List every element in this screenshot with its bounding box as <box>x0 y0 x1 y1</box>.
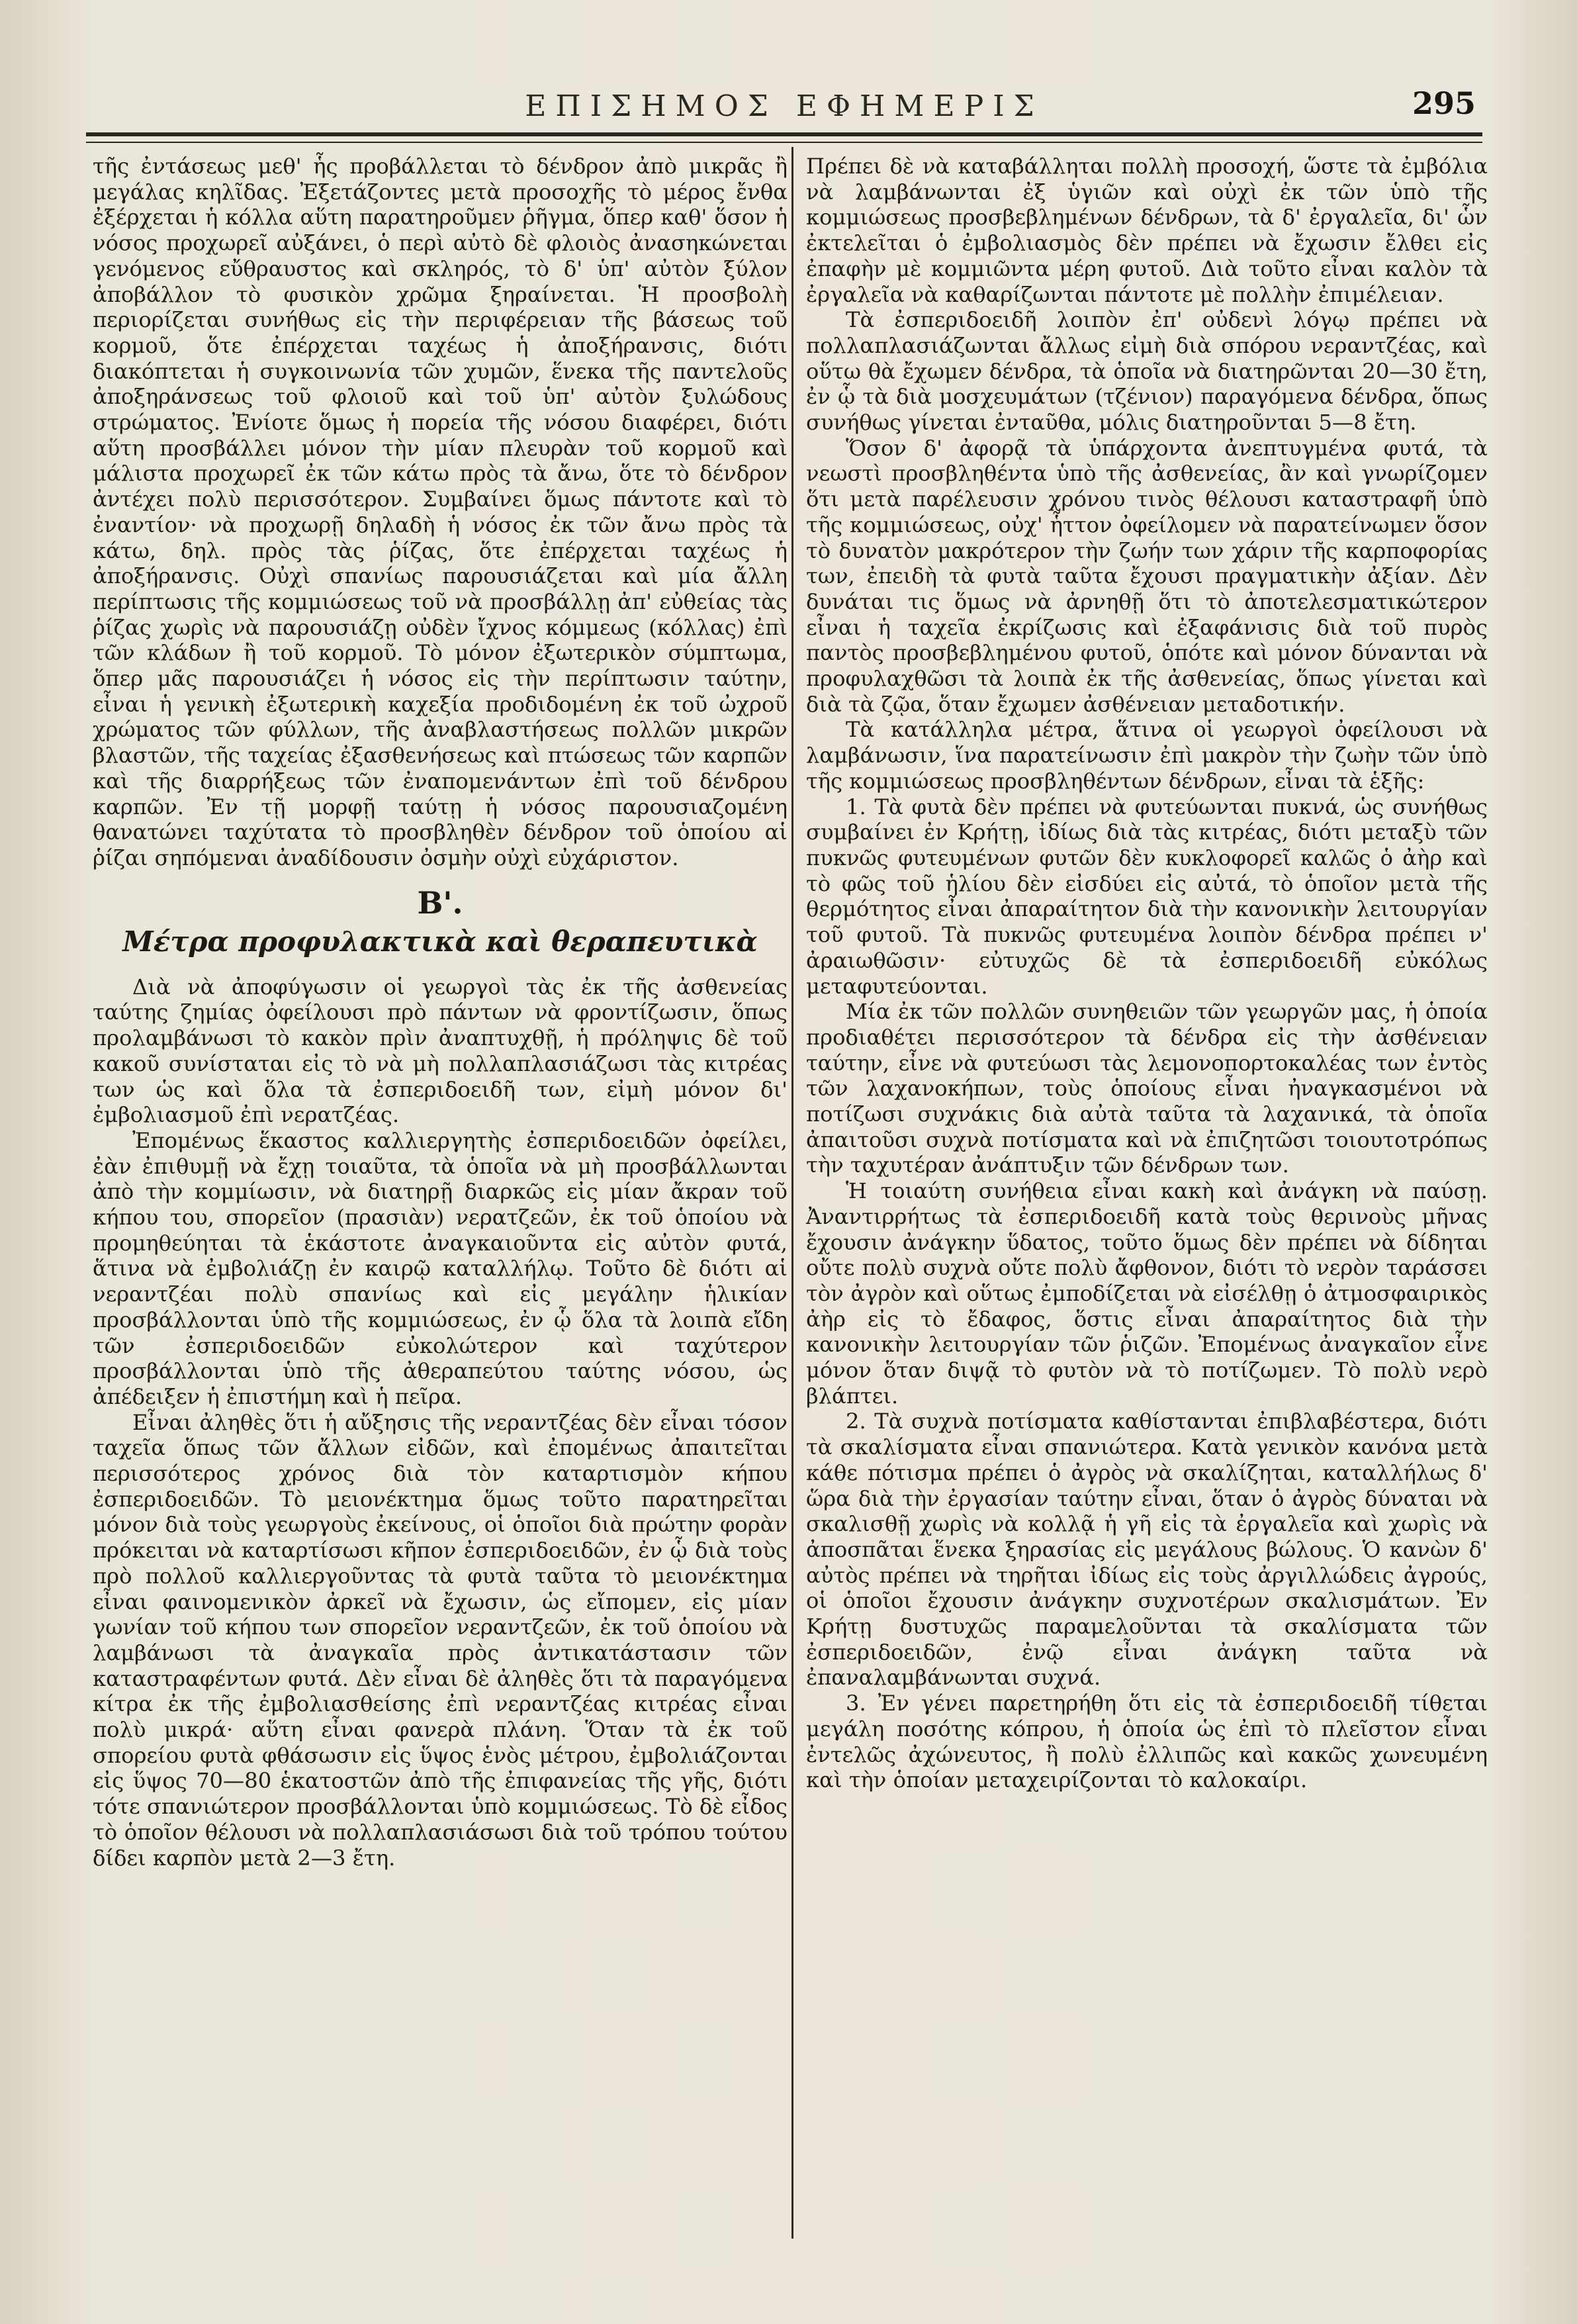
paragraph: Εἶναι ἀληθὲς ὅτι ἡ αὔξησις τῆς νεραντζέας δὲν εἶναι τόσον ταχεῖα ὅπως τῶν ἄλλων εἰδῶν, καὶ ἐπομένως ἀπαιτεῖται περισσότερος χρόνος διὰ τὸν καταρτισμὸν κήπου ἐσπεριδοειδῶν. Τὸ μειονέκτημα ὅμως τοῦτο παρατηρεῖται μόνον διὰ τοὺς γεωργοὺς ἐκείνους, οἱ ὁποῖοι διὰ πρώτην φορὰν πρόκειται νὰ καταρτίσωσι κῆπον ἐσπεριδοειδῶν, ἐν ᾧ διὰ τοὺς πρὸ πολλοῦ καλλιεργοῦντας τὰ φυτὰ ταῦτα τὸ μειονέκτημα εἶναι φαινομενικὸν ἀρκεῖ νὰ ἔχωσιν, ὡς εἴπομεν, εἰς μίαν γωνίαν τοῦ κήπου των σπορεῖον νεραντζεῶν, ἐκ τοῦ ὁποίου νὰ λαμβάνωσι τὰ ἀναγκαῖα πρὸς ἀντικατάστασιν τῶν καταστραφέντων φυτά. Δὲν εἶναι δὲ ἀληθὲς ὅτι τὰ παραγόμενα κίτρα ἐκ τῆς ἐμβολιασθείσης ἐπὶ νεραντζέας κιτρέας εἶναι πολὺ μικρά· αὕτη εἶναι φανερὰ πλάνη. Ὅταν τὰ ἐκ τοῦ σπορείου φυτὰ φθάσωσιν εἰς ὕψος ἑνὸς μέτρου, ἐμβολιάζονται εἰς ὕψος 70—80 ἑκατοστῶν ἀπὸ τῆς ἐπιφανείας τῆς γῆς, διότι τότε σπανιώτερον προσβάλλονται ὑπὸ κομμιώσεως. Τὸ δὲ εἶδος τὸ ὁποῖον θέλουσι νὰ πολλαπλασιάσωσι διὰ τοῦ τρόπου τούτου δίδει καρπὸν μετὰ 2—3 ἔτη. <box>93 1409 788 1871</box>
numbered-paragraph: 1. Τὰ φυτὰ δὲν πρέπει νὰ φυτεύωνται πυκνά, ὡς συνήθως συμβαίνει ἐν Κρήτῃ, ἰδίως διὰ τὰς κιτρέας, διότι μεταξὺ τῶν πυκνῶς φυτευμένων φυτῶν δὲν κυκλοφορεῖ καλῶς ὁ ἀὴρ καὶ τὸ φῶς τοῦ ἡλίου δὲν εἰσδύει εἰς αὐτά, τὸ ὁποῖον μετὰ τῆς θερμότητος εἶναι ἀπαραίτητον διὰ τὴν κανονικὴν λειτουργίαν τοῦ φυτοῦ. Τὰ πυκνῶς φυτευμένα λοιπὸν δένδρα πρέπει ν' ἀραιωθῶσιν· εὐτυχῶς δὲ τὰ ἐσπεριδοειδῆ εὐκόλως μεταφυτεύονται. <box>806 794 1488 999</box>
newspaper-title: ΕΠΙΣΗΜΟΣ ΕΦΗΜΕΡΙΣ <box>525 89 1044 123</box>
right-column <box>806 154 1488 1793</box>
header-rule-thin <box>86 142 1482 143</box>
section-title: Μέτρα προφυλακτικὰ καὶ θεραπευτικὰ <box>122 925 758 958</box>
paragraph: Διὰ νὰ ἀποφύγωσιν οἱ γεωργοὶ τὰς ἐκ τῆς ἀσθενείας ταύτης ζημίας ὀφείλουσι πρὸ πάντων νὰ φροντίζωσιν, ὅπως προλαμβάνωσι τὸ κακὸν πρὶν ἀναπτυχθῇ, ἡ πρόληψις δὲ τοῦ κακοῦ συνίσταται εἰς τὸ νὰ μὴ πολλαπλασιάζωσι τὰς κιτρέας των ὡς καὶ ὅλα τὰ ἐσπεριδοειδῆ των, εἰμὴ μόνον δι' ἐμβολιασμοῦ ἐπὶ νερατζέας. <box>93 974 788 1128</box>
paragraph: Πρέπει δὲ νὰ καταβάλληται πολλὴ προσοχή, ὥστε τὰ ἐμβόλια νὰ λαμβάνωνται ἐξ ὑγιῶν καὶ οὐχὶ ἐκ τῶν ὑπὸ τῆς κομμιώσεως προσβεβλημένων δένδρων, τὰ δ' ἐργαλεῖα, δι' ὧν ἐκτελεῖται ὁ ἐμβολιασμὸς δὲν πρέπει νὰ ἔχωσιν ἔλθει εἰς ἐπαφὴν μὲ κομμιῶντα μέρη φυτοῦ. Διὰ τοῦτο εἶναι καλὸν τὰ ἐργαλεῖα νὰ καθαρίζωνται πάντοτε μὲ πολλὴν ἐπιμέλειαν. <box>806 154 1488 307</box>
column-divider <box>791 147 793 2239</box>
header-rule-thick <box>86 132 1482 136</box>
left-column <box>93 154 788 1871</box>
paragraph: Τὰ ἐσπεριδοειδῆ λοιπὸν ἐπ' οὐδενὶ λόγῳ πρέπει νὰ πολλαπλασιάζωνται ἄλλως εἰμὴ διὰ σπόρου νεραντζέας, καὶ οὕτω θὰ ἔχωμεν δένδρα, τὰ ὁποῖα νὰ διατηρῶνται 20—30 ἔτη, ἐν ᾧ τὰ διὰ μοσχευμάτων (τζένιον) παραγόμενα δένδρα, ὅπως συνήθως γίνεται ἐνταῦθα, μόλις διατηροῦνται 5—8 ἔτη. <box>806 307 1488 436</box>
section-letter: Β'. <box>417 884 463 921</box>
paragraph: Ἐπομένως ἕκαστος καλλιεργητὴς ἐσπεριδοειδῶν ὀφείλει, ἐὰν ἐπιθυμῇ νὰ ἔχῃ τοιαῦτα, τὰ ὁποῖα νὰ μὴ προσβάλλωνται ἀπὸ τὴν κομμίωσιν, νὰ διατηρῇ διαρκῶς εἰς μίαν ἄκραν τοῦ κήπου του, σπορεῖον (πρασιὰν) νερατζεῶν, ἐκ τοῦ ὁποίου νὰ προμηθεύηται τὰ ἑκάστοτε ἀναγκαιοῦντα εἰς αὐτὸν φυτά, ἅτινα νὰ ἐμβολιάζῃ ἐν καιρῷ καταλλήλῳ. Τοῦτο δὲ διότι αἱ νεραντζέαι πολὺ σπανίως καὶ εἰς μεγάλην ἡλικίαν προσβάλλονται ὑπὸ τῆς κομμιώσεως, ἐν ᾧ ὅλα τὰ λοιπὰ εἴδη τῶν ἐσπεριδοειδῶν εὐκολώτερον καὶ ταχύτερον προσβάλλονται ὑπὸ τῆς ἀθεραπεύτου ταύτης νόσου, ὡς ἀπέδειξεν ἡ ἐπιστήμη καὶ ἡ πεῖρα. <box>93 1127 788 1409</box>
page-number: 295 <box>1412 85 1476 121</box>
paragraph: Ὅσον δ' ἀφορᾷ τὰ ὑπάρχοντα ἀνεπτυγμένα φυτά, τὰ νεωστὶ προσβληθέντα ὑπὸ τῆς ἀσθενείας, ἂν καὶ γνωρίζομεν ὅτι μετὰ παρέλευσιν χρόνου τινὸς θέλουσι καταστραφῆ ὑπὸ τῆς κομμιώσεως, οὐχ' ἧττον ὀφείλομεν νὰ παρατείνωμεν ὅσον τὸ δυνατὸν μακρότερον τὴν ζωήν των χάριν τῆς καρποφορίας των, ἐπειδὴ τὰ φυτὰ ταῦτα ἔχουσι πραγματικὴν ἀξίαν. Δὲν δυνάται τις ὅμως νὰ ἀρνηθῇ ὅτι τὸ ἀποτελεσματικώτερον εἶναι ἡ ταχεῖα ἐκρίζωσις καὶ ἐξαφάνισις διὰ τοῦ πυρὸς παντὸς προσβεβλημένου φυτοῦ, ὁπότε καὶ μόνον δύνανται νὰ προφυλαχθῶσι τὰ λοιπὰ ἐκ τῆς ἀσθενείας, ὅπως γίνεται καὶ διὰ τὰ ζῷα, ὅταν ἔχωμεν ἀσθένειαν μεταδοτικήν. <box>806 435 1488 717</box>
paragraph: Ἡ τοιαύτη συνήθεια εἶναι κακὴ καὶ ἀνάγκη νὰ παύσῃ. Ἀναντιρρήτως τὰ ἐσπεριδοειδῆ κατὰ τοὺς θερινοὺς μῆνας ἔχουσιν ἀνάγκην ὕδατος, τοῦτο ὅμως δὲν πρέπει νὰ δίδηται οὔτε πολὺ συχνὰ οὔτε πολὺ ἄφθονον, διότι τὸ νερὸν ταράσσει τὸν ἀγρὸν καὶ οὕτως ἐμποδίζεται νὰ εἰσέλθῃ ὁ ἀτμοσφαιρικὸς ἀὴρ εἰς τὸ ἔδαφος, ὅστις εἶναι ἀπαραίτητος διὰ τὴν κανονικὴν λειτουργίαν τῶν ῥιζῶν. Ἐπομένως ἀναγκαῖον εἶνε μόνον ὅταν διψᾷ τὸ φυτὸν νὰ τὸ ποτίζωμεν. Τὸ πολὺ νερὸ βλάπτει. <box>806 1178 1488 1409</box>
paragraph: Τὰ κατάλληλα μέτρα, ἅτινα οἱ γεωργοὶ ὀφείλουσι νὰ λαμβάνωσιν, ἵνα παρατείνωσιν ἐπὶ μακρὸν τὴν ζωὴν τῶν ὑπὸ τῆς κομμιώσεως προσβληθέντων δένδρων, εἶναι τὰ ἑξῆς: <box>806 717 1488 794</box>
page-header <box>86 85 1482 129</box>
paragraph: Μία ἐκ τῶν πολλῶν συνηθειῶν τῶν γεωργῶν μας, ἡ ὁποία προδιαθέτει περισσότερον τὰ δένδρα εἰς τὴν ἀσθένειαν ταύτην, εἶνε νὰ φυτεύωσι τὰς λεμονοπορτοκαλέας των ἐντὸς τῶν λαχανοκήπων, τοὺς ὁποίους εἶναι ἠναγκασμένοι νὰ ποτίζωσι συχνάκις διὰ αὐτὰ ταῦτα τὰ λαχανικά, τὰ ὁποῖα ἀπαιτοῦσι συχνὰ ποτίσματα καὶ νὰ ἐπιζητῶσι τοιουτοτρόπως τὴν ταχυτέραν ἀνάπτυξιν τῶν δένδρων των. <box>806 999 1488 1178</box>
numbered-paragraph: 2. Τὰ συχνὰ ποτίσματα καθίστανται ἐπιβλαβέστερα, διότι τὰ σκαλίσματα εἶναι σπανιώτερα. Κατὰ γενικὸν κανόνα μετὰ κάθε πότισμα πρέπει ὁ ἀγρὸς νὰ σκαλίζηται, καταλλήλως δ' ὥρα διὰ τὴν ἐργασίαν ταύτην εἶναι, ὅταν ὁ ἀγρὸς δύναται νὰ σκαλισθῇ χωρὶς νὰ κολλᾷ ἡ γῆ εἰς τὰ ἐργαλεῖα καὶ χωρὶς νὰ ἀποσπᾶται ἕνεκα ξηρασίας εἰς μεγάλους βώλους. Ὁ κανὼν δ' αὐτὸς πρέπει νὰ τηρῆται ἰδίως εἰς τοὺς ἀργιλλώδεις ἀγρούς, οἱ ὁποῖοι ἔχουσιν ἀνάγκην συχνοτέρων σκαλισμάτων. Ἐν Κρήτῃ δυστυχῶς παραμελοῦνται τὰ σκαλίσματα τῶν ἐσπεριδοειδῶν, ἐνῷ εἶναι ἀνάγκη ταῦτα νὰ ἐπαναλαμβάνωνται συχνά. <box>806 1409 1488 1691</box>
paragraph: τῆς ἐντάσεως μεθ' ἧς προβάλλεται τὸ δένδρον ἀπὸ μικρᾶς ἢ μεγάλας κηλῖδας. Ἐξετάζοντες μετὰ προσοχῆς τὸ μέρος ἔνθα ἐξέρχεται ἡ κόλλα αὕτη παρατηροῦμεν ῥῆγμα, ὅπερ καθ' ὅσον ἡ νόσος προχωρεῖ αὐξάνει, ὁ περὶ αὐτὸ δὲ φλοιὸς ἀνασηκώνεται γενόμενος εὔθραυστος καὶ σκληρός, τὸ δ' ὑπ' αὐτὸν ξύλον ἀποβάλλον τὸ φυσικὸν χρῶμα ξηραίνεται. Ἡ προσβολὴ περιορίζεται συνήθως εἰς τὴν περιφέρειαν τῆς βάσεως τοῦ κορμοῦ, ὅτε ἐπέρχεται ταχέως ἡ ἀποξήρανσις, διότι διακόπτεται ἡ συγκοινωνία τῶν χυμῶν, ἕνεκα τῆς παντελοῦς ἀποξηράνσεως τοῦ φλοιοῦ καὶ τοῦ ὑπ' αὐτὸν ξυλώδους στρώματος. Ἐνίοτε ὅμως ἡ πορεία τῆς νόσου διαφέρει, διότι αὕτη προσβάλλει μόνον τὴν μίαν πλευρὰν τοῦ κορμοῦ καὶ μάλιστα προχωρεῖ ἐκ τῶν κάτω πρὸς τὰ ἄνω, ὅτε τὸ δένδρον ἀντέχει πολὺ περισσότερον. Συμβαίνει ὅμως πάντοτε καὶ τὸ ἐναντίον· νὰ προχωρῇ δηλαδὴ ἡ νόσος ἐκ τῶν ἄνω πρὸς τὰ κάτω, δηλ. πρὸς τὰς ῥίζας, ὅτε ἐπέρχεται ταχέως ἡ ἀποξήρανσις. Οὐχὶ σπανίως παρουσιάζεται καὶ μία ἄλλη περίπτωσις τῆς κομμιώσεως τοῦ νὰ προσβάλλῃ ἀπ' εὐθείας τὰς ῥίζας χωρὶς νὰ παρουσιάζῃ οὐδὲν ἴχνος κόμμεως (κόλλας) ἐπὶ τῶν κλάδων ἢ τοῦ κορμοῦ. Τὸ μόνον ἐξωτερικὸν σύμπτωμα, ὅπερ μᾶς παρουσιάζει ἡ νόσος εἰς τὴν περίπτωσιν ταύτην, εἶναι ἡ γενικὴ ἐξωτερικὴ καχεξία προδιδομένη ἐκ τοῦ ὠχροῦ χρώματος τῶν φύλλων, τῆς ἀναβλαστήσεως πολλῶν μικρῶν βλαστῶν, τῆς ταχείας ἐξασθενήσεως καὶ πτώσεως τῶν καρπῶν καὶ τῆς διαρρήξεως τῶν ἐναπομενάντων ἐπὶ τοῦ δένδρου καρπῶν. Ἐν τῇ μορφῇ ταύτῃ ἡ νόσος παρουσιαζομένη θανατώνει ταχύτατα τὸ προσβληθὲν δένδρον τοῦ ὁποίου αἱ ῥίζαι σηπόμεναι ἀναδίδουσιν ὀσμὴν οὐχὶ εὐχάριστον. <box>93 154 788 870</box>
numbered-paragraph: 3. Ἐν γένει παρετηρήθη ὅτι εἰς τὰ ἐσπεριδοειδῆ τίθεται μεγάλη ποσότης κόπρου, ἡ ὁποία ὡς ἐπὶ τὸ πλεῖστον εἶναι ἐντελῶς ἀχώνευτος, ἢ πολὺ ἐλλιπῶς καὶ κακῶς χωνευμένη καὶ τὴν ὁποίαν μεταχειρίζονται τὸ καλοκαίρι. <box>806 1691 1488 1793</box>
